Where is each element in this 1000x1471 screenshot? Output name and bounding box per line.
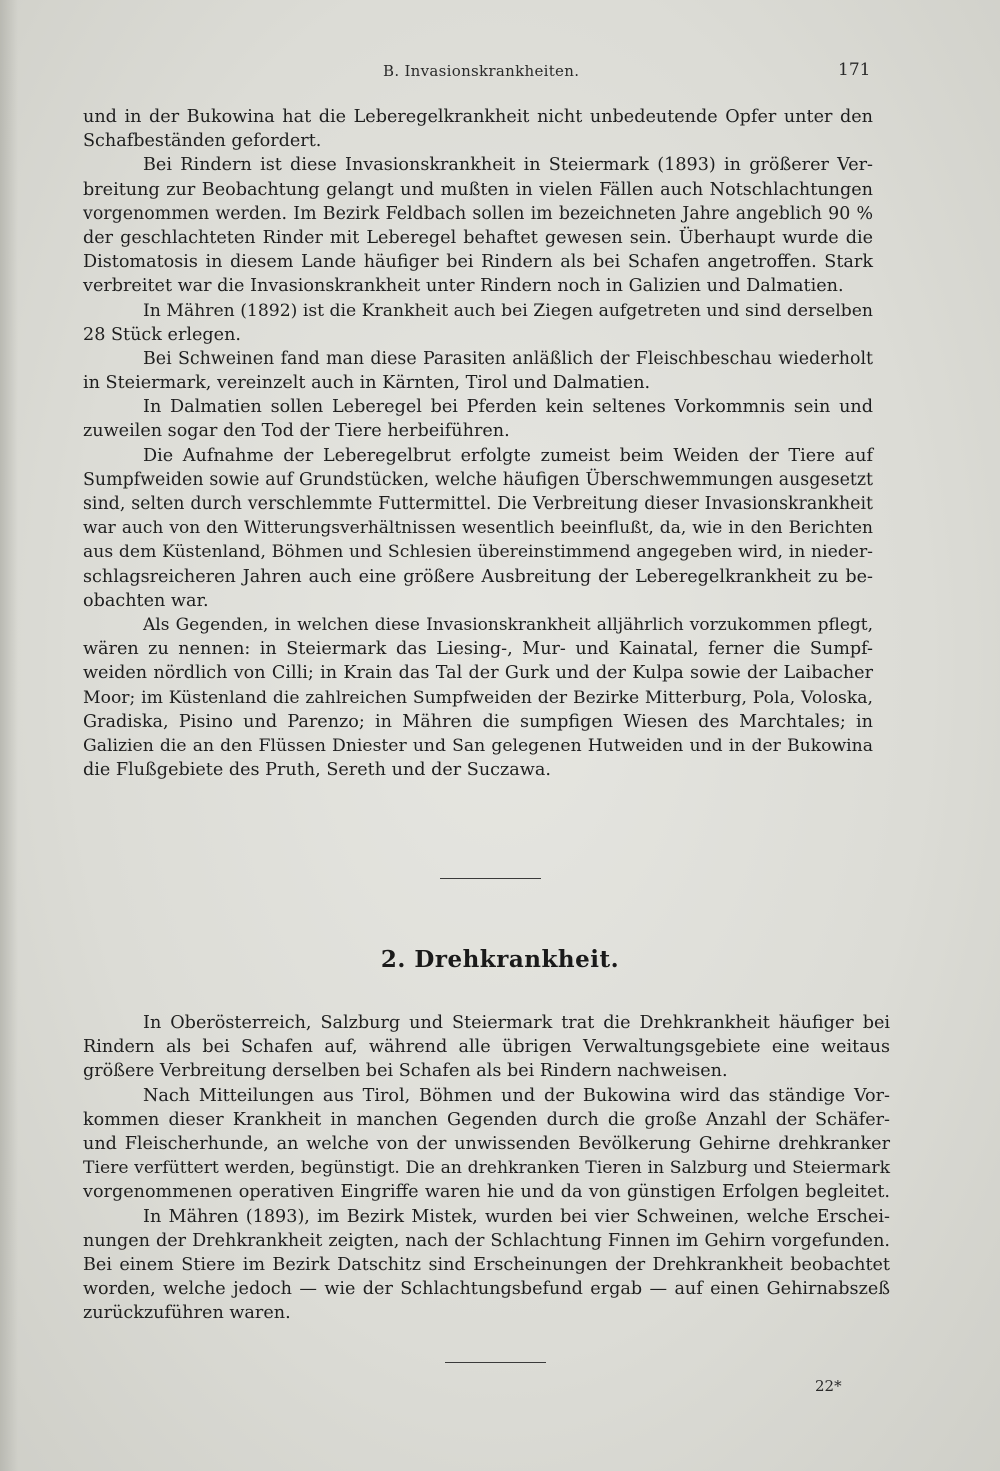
page-number: 171 xyxy=(838,60,871,80)
text-line: Nach Mitteilungen aus Tirol, Böhmen und der Bukowina wird das ständige Vor- xyxy=(143,1085,890,1106)
text-line: 28 Stück erlegen. xyxy=(83,324,242,345)
text-line: weiden nördlich von Cilli; in Krain das Tal der Gurk und der Kulpa sowie der Laibacher xyxy=(83,663,873,684)
text-line: wären zu nennen: in Steiermark das Liesing-, Mur- und Kainatal, ferner die Sumpf- xyxy=(83,639,873,660)
text-line: Sumpfweiden sowie auf Grundstücken, welche häufigen Überschwemmungen ausgesetzt xyxy=(83,469,873,490)
text-line: die Flußgebiete des Pruth, Sereth und der Suczawa. xyxy=(83,760,551,781)
text-line: Galizien die an den Flüssen Dniester und San gelegenen Hutweiden und in der Bukowina xyxy=(83,735,873,756)
text-line: In Oberösterreich, Salzburg und Steiermark trat die Drehkrankheit häufiger bei xyxy=(143,1013,890,1033)
section-divider xyxy=(440,878,541,879)
text-line: kommen dieser Krankheit in manchen Gegenden durch die große Anzahl der Schäfer- xyxy=(83,1109,890,1130)
text-line: schlagsreicheren Jahren auch eine größere Ausbreitung der Leberegelkrankheit zu be- xyxy=(83,566,873,587)
text-line: breitung zur Beobachtung gelangt und mußten in vielen Fällen auch Notschlachtungen xyxy=(83,179,873,200)
text-line: verbreitet war die Invasionskrankheit unter Rindern noch in Galizien und Dalmatien. xyxy=(83,276,844,297)
text-line: Moor; im Küstenland die zahlreichen Sumpfweiden der Bezirke Mitterburg, Pola, Voloska, xyxy=(83,687,873,708)
section-2-text xyxy=(83,1011,890,1325)
section-heading: 2. Drehkrankheit. xyxy=(380,946,620,973)
text-line: der geschlachteten Rinder mit Leberegel behaftet gewesen sein. Überhaupt wurde die xyxy=(83,227,873,248)
text-line: und in der Bukowina hat die Leberegelkrankheit nicht unbedeutende Opfer unter den xyxy=(83,107,873,127)
text-line: obachten war. xyxy=(83,590,209,611)
text-line: Distomatosis in diesem Lande häufiger bei Rindern als bei Schafen angetroffen. Stark xyxy=(83,252,873,273)
text-line: In Dalmatien sollen Leberegel bei Pferden kein seltenes Vorkommnis sein und xyxy=(143,397,873,418)
text-line: in Steiermark, vereinzelt auch in Kärnten, Tirol und Dalmatien. xyxy=(83,373,651,394)
text-line: zuweilen sogar den Tod der Tiere herbeiführen. xyxy=(83,421,510,442)
text-line: worden, welche jedoch — wie der Schlachtungsbefund ergab — auf einen Gehirnabszeß xyxy=(83,1279,890,1300)
text-line: vorgenommenen operativen Eingriffe waren hie und da von günstigen Erfolgen begleitet. xyxy=(83,1182,890,1203)
text-line: Als Gegenden, in welchen diese Invasionskrankheit alljährlich vorzukommen pflegt, xyxy=(143,614,873,635)
text-line: Gradiska, Pisino und Parenzo; in Mähren die sumpfigen Wiesen des Marchtales; in xyxy=(83,711,873,732)
text-line: zurückzuführen waren. xyxy=(83,1303,291,1324)
running-head: B. Invasionskrankheiten. xyxy=(383,62,580,80)
text-line: Rindern als bei Schafen auf, während alle übrigen Verwaltungsgebiete eine weitaus xyxy=(83,1037,890,1058)
text-line: Bei Schweinen fand man diese Parasiten anläßlich der Fleischbeschau wiederholt xyxy=(143,348,873,369)
text-line: aus dem Küstenland, Böhmen und Schlesien übereinstimmend angegeben wird, in nieder- xyxy=(83,542,873,563)
end-divider xyxy=(445,1362,546,1363)
printer-signature-mark: 22* xyxy=(815,1377,842,1395)
text-line: größere Verbreitung derselben bei Schafen als bei Rindern nachweisen. xyxy=(83,1061,728,1082)
text-line: nungen der Drehkrankheit zeigten, nach der Schlachtung Finnen im Gehirn vorgefunden. xyxy=(83,1230,890,1251)
text-line: In Mähren (1893), im Bezirk Mistek, wurden bei vier Schweinen, welche Erschei- xyxy=(143,1206,890,1227)
text-line: sind, selten durch verschlemmte Futtermittel. Die Verbreitung dieser Invasionskrankheit xyxy=(83,494,873,514)
text-line: war auch von den Witterungsverhältnissen wesentlich beeinflußt, da, wie in den Berichten xyxy=(83,518,873,539)
section-1-text xyxy=(83,105,873,782)
text-line: Tiere verfüttert werden, begünstigt. Die an drehkranken Tieren in Salzburg und Steiermark xyxy=(83,1158,890,1179)
page-edge-shadow xyxy=(0,0,18,1471)
text-line: Die Aufnahme der Leberegelbrut erfolgte zumeist beim Weiden der Tiere auf xyxy=(143,445,873,466)
text-line: und Fleischerhunde, an welche von der unwissenden Bevölkerung Gehirne drehkranker xyxy=(83,1133,890,1154)
text-line: Bei Rindern ist diese Invasionskrankheit in Steiermark (1893) in größerer Ver- xyxy=(143,155,873,176)
text-line: Bei einem Stiere im Bezirk Datschitz sind Erscheinungen der Drehkrankheit beobachtet xyxy=(83,1254,890,1275)
text-line: In Mähren (1892) ist die Krankheit auch bei Ziegen aufgetreten und sind derselben xyxy=(143,300,873,321)
text-line: vorgenommen werden. Im Bezirk Feldbach sollen im bezeichneten Jahre angeblich 90 % xyxy=(83,203,873,224)
text-line: Schafbeständen gefordert. xyxy=(83,131,322,152)
